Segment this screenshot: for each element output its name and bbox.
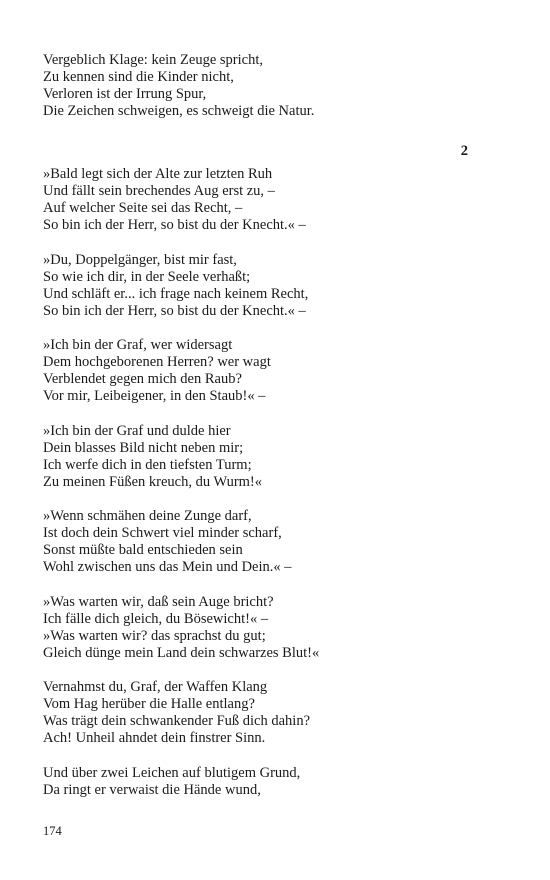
verse-line: Verblendet gegen mich den Raub? xyxy=(43,371,242,387)
verse-line: »Ich bin der Graf, wer widersagt xyxy=(43,337,233,353)
verse-line: So wie ich dir, in der Seele verhaßt; xyxy=(43,268,251,285)
verse-line: Vor mir, Leibeigener, in den Staub!« – xyxy=(43,388,266,404)
verse-line: Auf welcher Seite sei das Recht, – xyxy=(43,200,243,216)
verse-line: »Was warten wir, daß sein Auge bricht? xyxy=(43,593,274,610)
verse-line: »Ich bin der Graf und dulde hier xyxy=(43,422,231,439)
verse-line: Zu kennen sind die Kinder nicht, xyxy=(43,69,234,85)
verse-line: Dein blasses Bild nicht neben mir; xyxy=(43,439,244,456)
verse-line: Dem hochgeborenen Herren? wer wagt xyxy=(43,354,271,370)
stanza xyxy=(43,508,513,576)
verse-line: »Was warten wir? das sprachst du gut; xyxy=(43,627,266,644)
section-number: 2 xyxy=(460,143,468,159)
stanza-opening xyxy=(43,52,513,120)
verse-line: »Du, Doppelgänger, bist mir fast, xyxy=(43,251,237,268)
verse-line: Ich werfe dich in den tiefsten Turm; xyxy=(43,456,252,473)
verse-line: »Bald legt sich der Alte zur letzten Ruh xyxy=(43,166,273,182)
page-number: 174 xyxy=(43,824,62,838)
verse-line: Wohl zwischen uns das Mein und Dein.« – xyxy=(43,559,292,575)
stanza xyxy=(43,679,513,747)
verse-line: Ich fälle dich gleich, du Bösewicht!« – xyxy=(43,610,269,627)
verse-line: Und schläft er... ich frage nach keinem Recht, xyxy=(43,285,309,302)
stanza xyxy=(43,337,513,405)
verse-line: »Wenn schmähen deine Zunge darf, xyxy=(43,508,252,524)
stanza xyxy=(43,423,513,491)
verse-line: So bin ich der Herr, so bist du der Knecht.« – xyxy=(43,302,306,319)
verse-line: Was trägt dein schwankender Fuß dich dahin? xyxy=(43,713,311,729)
verse-line: Ist doch dein Schwert viel minder scharf, xyxy=(43,525,282,541)
verse-line: So bin ich der Herr, so bist du der Knecht.« – xyxy=(43,217,306,233)
stanza xyxy=(43,252,513,320)
verse-line: Sonst müßte bald entschieden sein xyxy=(43,542,243,558)
verse-line: Verloren ist der Irrung Spur, xyxy=(43,86,207,102)
verse-line: Und fällt sein brechendes Aug erst zu, – xyxy=(43,183,275,199)
verse-line: Ach! Unheil ahndet dein finstrer Sinn. xyxy=(43,730,266,746)
verse-line: Vom Hag herüber die Halle entlang? xyxy=(43,696,255,712)
verse-line: Zu meinen Füßen kreuch, du Wurm!« xyxy=(43,473,263,490)
stanza xyxy=(43,765,513,799)
verse-line: Vergeblich Klage: kein Zeuge spricht, xyxy=(43,52,263,68)
stanza xyxy=(43,166,513,234)
verse-line: Gleich dünge mein Land dein schwarzes Blut!« xyxy=(43,644,320,661)
verse-line: Da ringt er verwaist die Hände wund, xyxy=(43,781,261,798)
verse-line: Und über zwei Leichen auf blutigem Grund, xyxy=(43,764,301,781)
poem-section-2 xyxy=(43,166,513,816)
stanza xyxy=(43,594,513,662)
verse-line: Die Zeichen schweigen, es schweigt die Natur. xyxy=(43,103,315,119)
verse-line: Vernahmst du, Graf, der Waffen Klang xyxy=(43,679,268,695)
